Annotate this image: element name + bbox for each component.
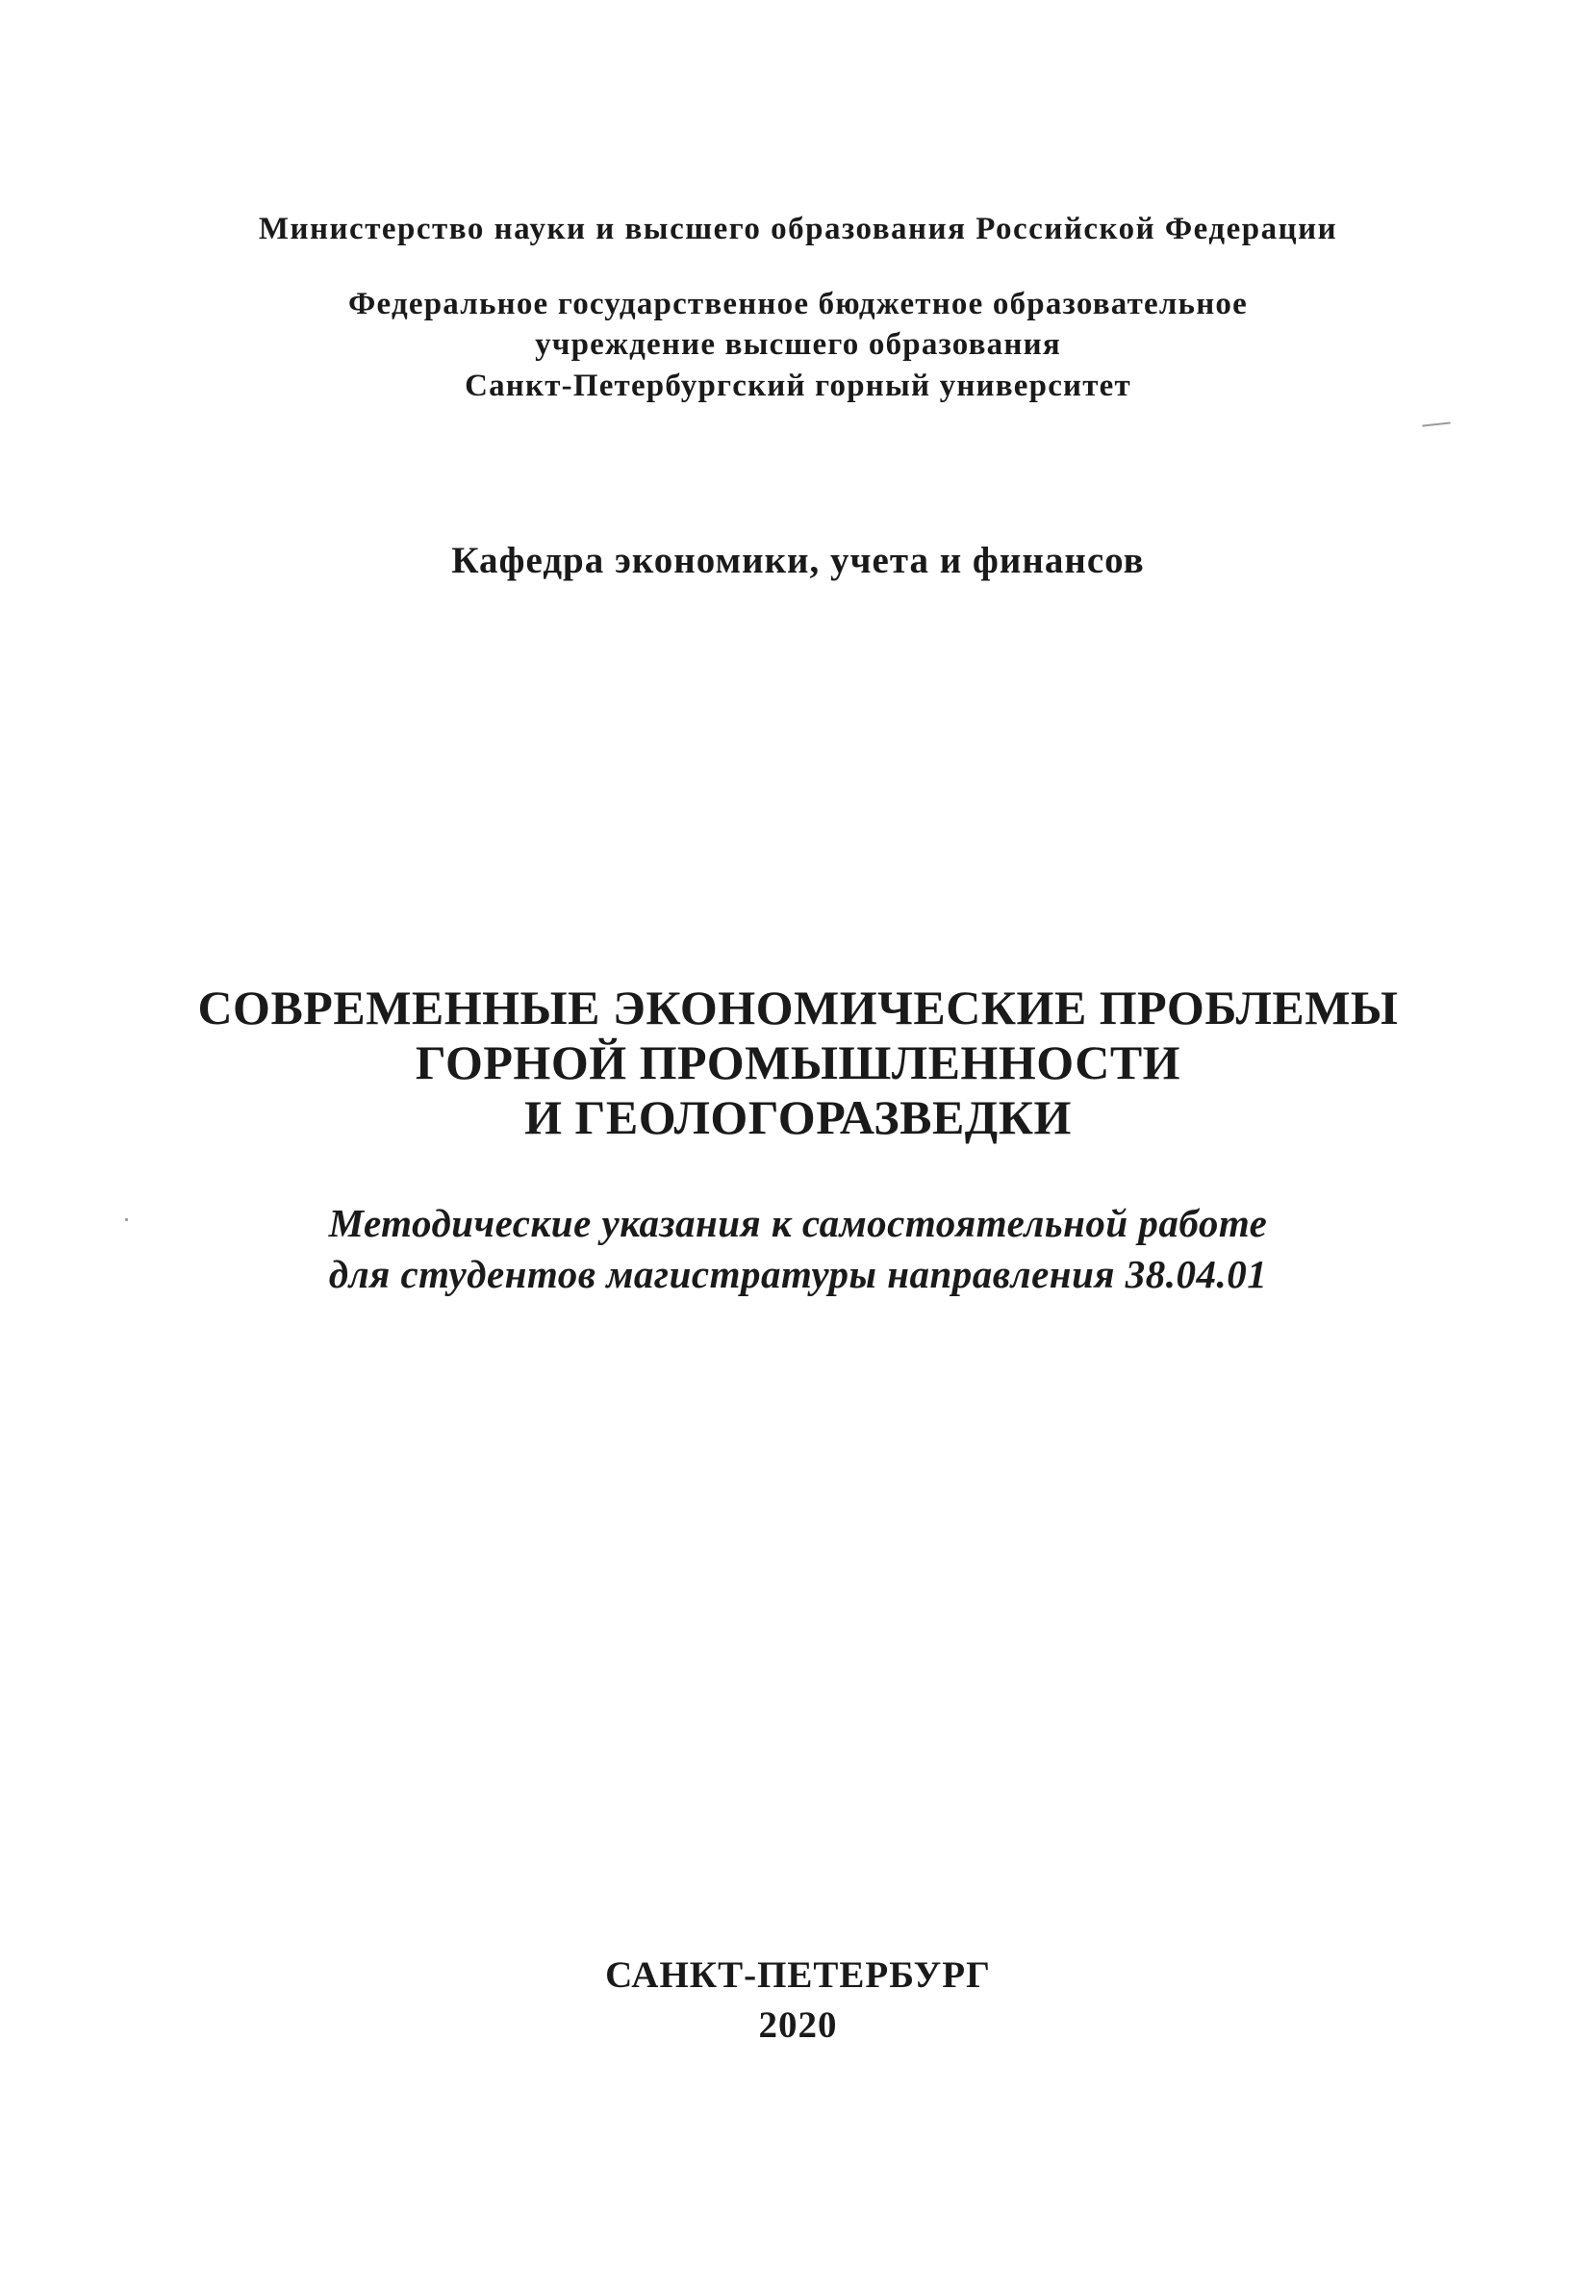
institution-line-2: учреждение высшего образования xyxy=(535,327,1061,362)
document-subtitle-line-2: для студентов магистратуры направления 38.04.01 xyxy=(328,1252,1268,1296)
publication-year: 2020 xyxy=(758,2004,838,2046)
department-name: Кафедра экономики, учета и финансов xyxy=(451,540,1145,581)
document-subtitle-line-1: Методические указания к самостоятельной работе xyxy=(328,1201,1268,1245)
document-title-line-2: ГОРНОЙ ПРОМЫШЛЕННОСТИ xyxy=(415,1035,1181,1089)
document-title-line-3: И ГЕОЛОГОРАЗВЕДКИ xyxy=(524,1090,1072,1144)
publication-city: САНКТ-ПЕТЕРБУРГ xyxy=(605,1954,991,1996)
institution-line-1: Федеральное государственное бюджетное образовательное xyxy=(348,287,1248,321)
institution-line-3: Санкт-Петербургский горный университет xyxy=(465,369,1131,403)
scan-speck xyxy=(1422,421,1451,426)
document-title-line-1: СОВРЕМЕННЫЕ ЭКОНОМИЧЕСКИЕ ПРОБЛЕМЫ xyxy=(197,981,1399,1034)
ministry-name: Министерство науки и высшего образования Российской Федерации xyxy=(258,212,1338,246)
scan-speck xyxy=(125,1218,128,1221)
